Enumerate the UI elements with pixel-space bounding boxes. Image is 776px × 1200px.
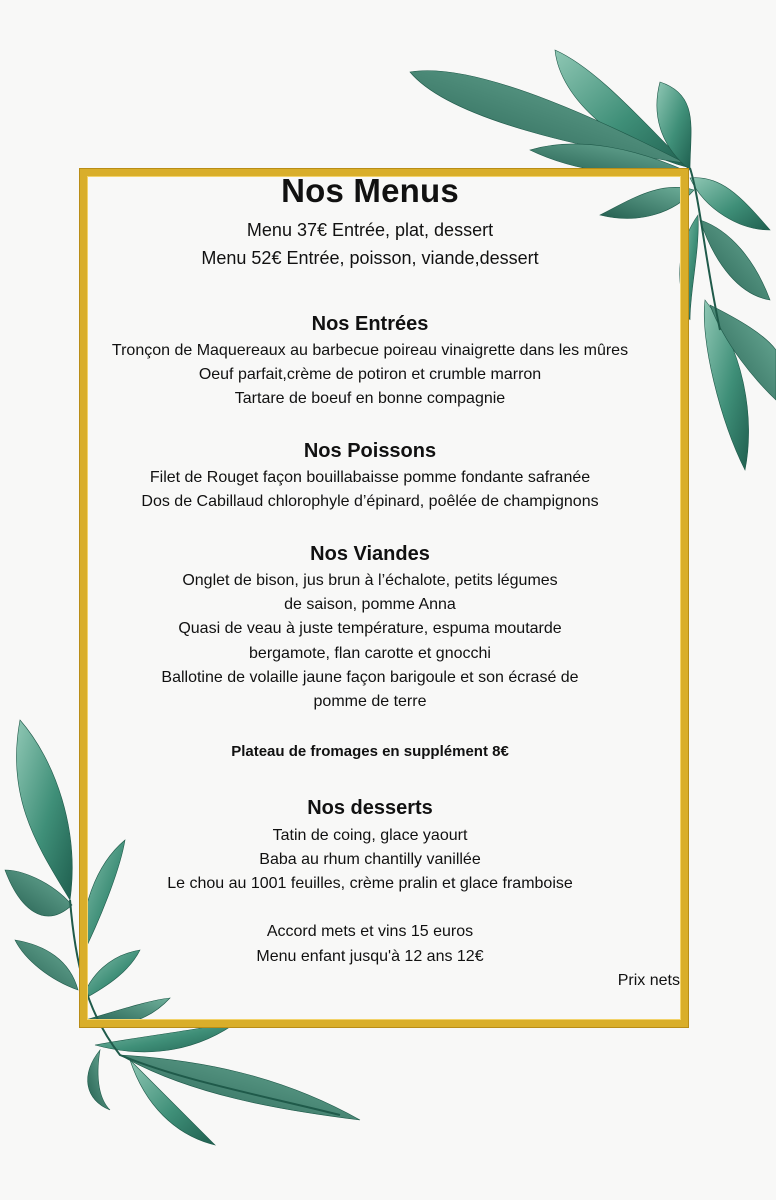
section-heading-entrees: Nos Entrées: [311, 313, 429, 335]
section-heading-desserts: Nos desserts: [307, 797, 433, 819]
prix-nets-note: Prix nets: [617, 972, 680, 989]
poisson-item: Dos de Cabillaud chlorophyle d’épinard, poêlée de champignons: [141, 493, 599, 510]
viande-line: de saison, pomme Anna: [284, 596, 456, 613]
dessert-item: Le chou au 1001 feuilles, crème pralin et glace framboise: [167, 875, 573, 892]
viande-line: Onglet de bison, jus brun à l’échalote, petits légumes: [182, 572, 558, 589]
page-title: Nos Menus: [281, 172, 459, 209]
entree-item: Tronçon de Maquereaux au barbecue poireau vinaigrette dans les mûres: [111, 342, 629, 359]
entree-item: Tartare de boeuf en bonne compagnie: [234, 390, 506, 407]
poisson-item: Filet de Rouget façon bouillabaisse pomme fondante safranée: [149, 469, 591, 486]
viande-line: bergamote, flan carotte et gnocchi: [249, 645, 491, 662]
entree-item: Oeuf parfait,crème de potiron et crumble marron: [198, 366, 542, 383]
section-heading-viandes: Nos Viandes: [310, 543, 430, 565]
viande-line: Ballotine de volaille jaune façon barigoule et son écrasé de: [161, 669, 579, 686]
menu-price-2: Menu 52€ Entrée, poisson, viande,dessert: [201, 248, 539, 268]
cheese-supplement: Plateau de fromages en supplément 8€: [231, 743, 509, 760]
kids-menu: Menu enfant jusqu'à 12 ans 12€: [256, 948, 484, 965]
dessert-item: Tatin de coing, glace yaourt: [272, 827, 468, 844]
section-heading-poissons: Nos Poissons: [303, 440, 437, 462]
wine-pairing: Accord mets et vins 15 euros: [266, 923, 474, 940]
menu-price-1: Menu 37€ Entrée, plat, dessert: [246, 220, 494, 240]
viande-line: pomme de terre: [313, 693, 427, 710]
dessert-item: Baba au rhum chantilly vanillée: [259, 851, 481, 868]
viande-line: Quasi de veau à juste température, espuma moutarde: [178, 620, 562, 637]
